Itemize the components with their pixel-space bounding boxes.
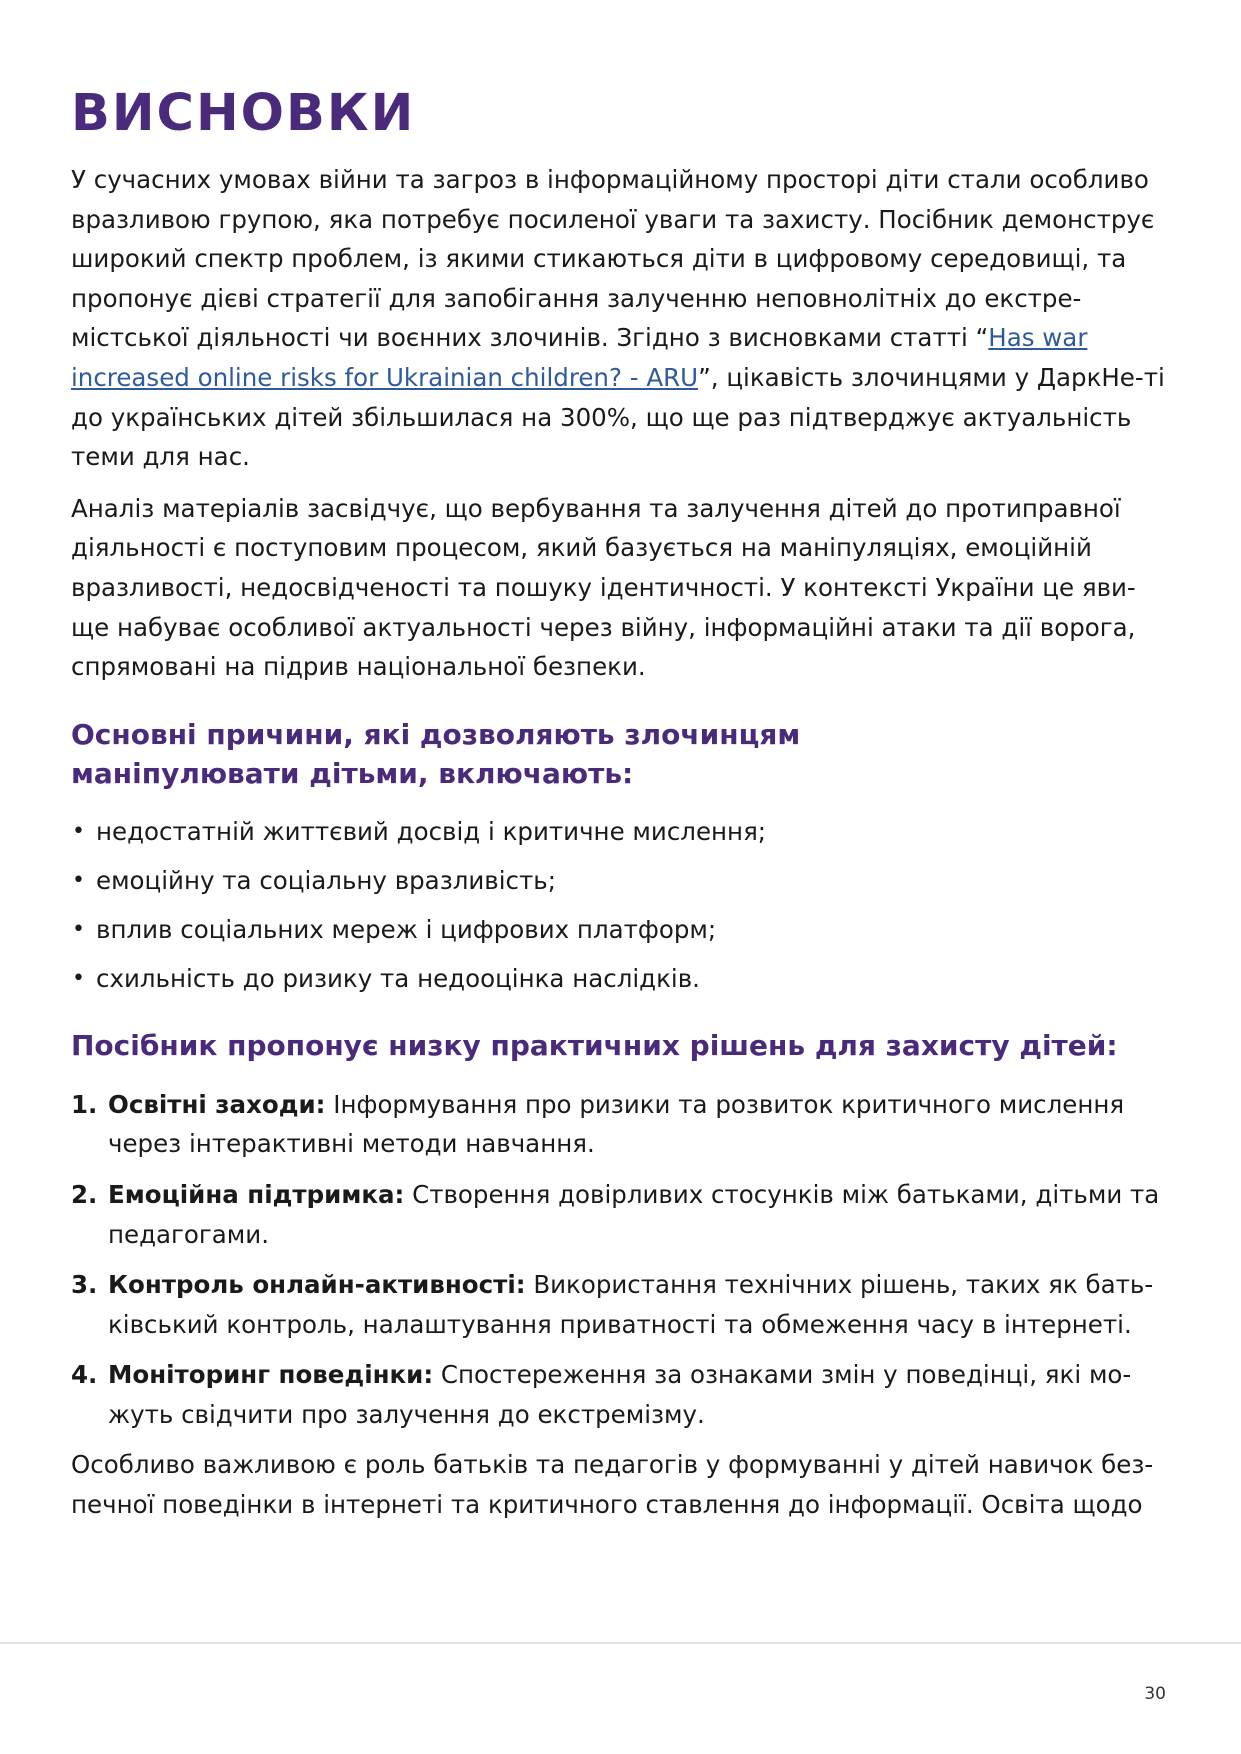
intro-paragraph [71,160,1171,477]
page-title: ВИСНОВКИ [71,84,416,143]
article-link[interactable]: Has war increased online risks for Ukrainian children? - ARU [71,323,1088,392]
intro-text-before-link: У сучасних умовах війни та загроз в інформаційному просторі діти стали особливо вразливою групою, яка потребує посиленої уваги та захисту. Посібник демонструє широкий спектр проблем, із якими стикаються діти в цифровому середовищі, та пропонує дієві стратегії для запобігання залученню неповнолітніх до екстре-містської діяльності чи воєнних злочинів. Згідно з висновками статті “ [71,165,1155,353]
item-label: Емоційна підтримка: [108,1179,405,1209]
item-number: 3. [71,1270,98,1300]
item-label: Контроль онлайн-активності: [108,1270,526,1300]
item-text: Спостереження за ознаками змін у поведінці, які мо-жуть свідчити про залучення до екстремізму. [108,1360,1132,1429]
list-item [71,1175,1171,1254]
item-label: Моніторинг поведінки: [108,1360,434,1390]
solutions-list [71,1085,1171,1435]
causes-list [71,813,1171,998]
closing-paragraph: Особливо важливою є роль батьків та педагогів у формуванні у дітей навичок без-печної поведінки в інтернеті та критичного ставлення до інформації. Освіта щодо [71,1450,1154,1520]
bullet-icon: • [72,965,85,991]
list-item [71,960,1171,998]
causes-heading [71,715,1171,793]
page-content [71,82,1171,1537]
list-item-text: вплив соціальних мереж і цифрових платформ; [96,914,717,944]
item-label: Освітні заходи: [108,1089,326,1119]
item-text: Використання технічних рішень, таких як бать-ківський контроль, налаштування приватності та обмеження часу в інтернеті. [108,1270,1154,1339]
footer-divider [0,1642,1241,1644]
bullet-icon: • [72,867,85,893]
list-item-text: недостатній життєвий досвід і критичне мислення; [96,816,767,846]
list-item [71,1085,1171,1164]
item-number: 1. [71,1089,98,1119]
intro-text-after-link: ”, цікавість злочинцями у ДаркНе-ті до українських дітей збільшилася на 300%, що ще раз підтверджує актуальність теми для нас. [71,362,1165,472]
analysis-paragraph: Аналіз матеріалів засвідчує, що вербування та залучення дітей до протиправної діяльності є поступовим процесом, який базується на маніпуляціях, емоційній вразливості, недосвідченості та пошуку ідентичності. У контексті України це яви-ще набуває особливої актуальності через війну, інформаційні атаки та дії ворога, спрямовані на підрив національної безпеки. [71,493,1136,682]
solutions-heading: Посібник пропонує низку практичних рішень для захисту дітей: [71,1028,1118,1062]
bullet-icon: • [72,916,85,942]
causes-heading-text: Основні причини, які дозволяють злочинцям маніпулювати дітьми, включають: [71,717,801,790]
page-number: 30 [1144,1684,1166,1704]
item-number: 2. [71,1179,98,1209]
item-number: 4. [71,1360,98,1390]
list-item [71,911,1171,949]
item-text: Створення довірливих стосунків між батьками, дітьми та педагогами. [108,1179,1160,1249]
bullet-icon: • [72,818,85,844]
list-item [71,1265,1171,1344]
list-item [71,1355,1171,1434]
list-item-text: схильність до ризику та недооцінка наслідків. [96,963,700,993]
list-item-text: емоційну та соціальну вразливість; [96,865,556,895]
list-item [71,813,1171,851]
list-item [71,862,1171,900]
item-text: Інформування про ризики та розвиток критичного мислення через інтерактивні методи навчання. [108,1089,1125,1159]
